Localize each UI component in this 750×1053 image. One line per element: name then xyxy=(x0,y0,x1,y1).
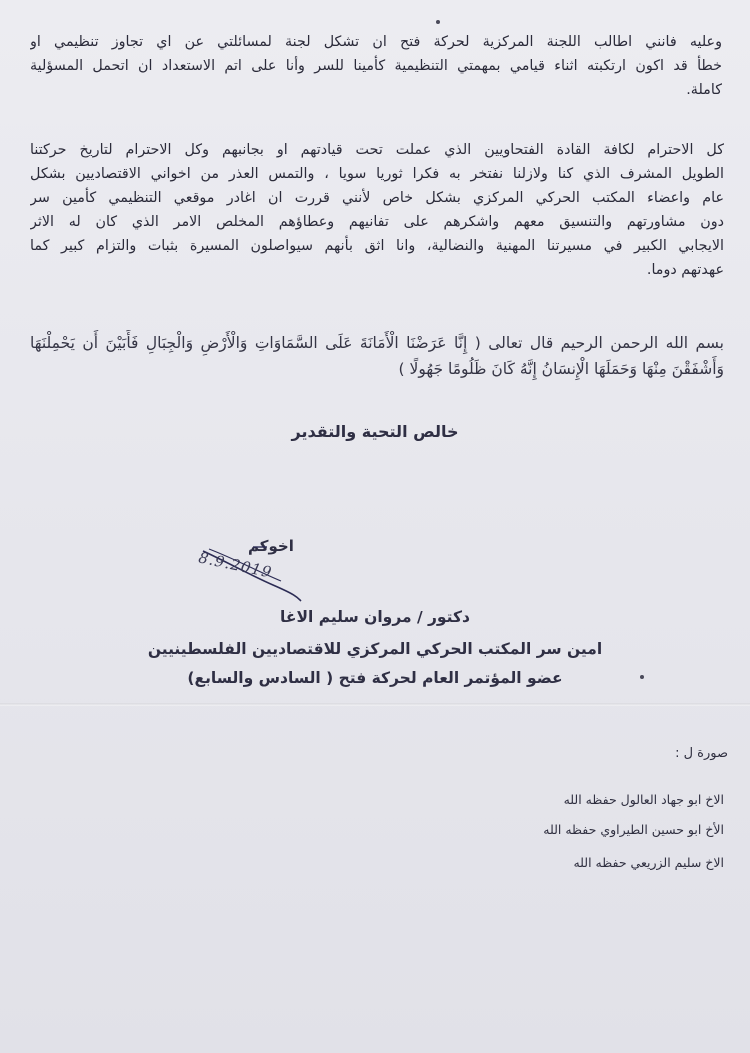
copy-recipient: الاخ ابو جهاد العالول حفظه الله xyxy=(563,792,724,807)
paragraph-line: عهدتهم دوما. xyxy=(646,262,724,278)
paragraph-line: عام واعضاء المكتب الحركي المركزي بشكل خاص لأنني قررت ان اغادر موقعي التنظيمي كأمين سر xyxy=(30,190,724,206)
signatory-name: دكتور / مروان سليم الاغا xyxy=(280,608,470,626)
paragraph-line: الطويل المشرف الذي كنا ولازلنا نفتخر به فكرا ثوريا سويا ، والتمس العذر من اخواني الاقتصاديين بشكل xyxy=(30,166,724,182)
paragraph-line: خطأ قد اكون ارتكبته اثناء قيامي بمهمتي التنظيمية كأمينا للسر وأنا على اتم الاستعداد ان اتحمل المسؤلية xyxy=(30,58,722,74)
signature-label: اخوكم xyxy=(248,537,294,555)
signatory-membership: عضو المؤتمر العام لحركة فتح ( السادس والسابع) xyxy=(187,669,563,687)
paragraph-line: الايجابي الكبير في مسيرتنا المهنية والنضالية، وانا اثق بأنهم سيواصلون المسيرة بثبات والتزام كبير كما xyxy=(30,238,724,254)
paper-speck xyxy=(436,20,440,24)
paragraph-quran-verse xyxy=(30,330,724,382)
copy-recipient: الاخ سليم الزريعي حفظه الله xyxy=(573,855,724,870)
paragraph-line: كل الاحترام لكافة القادة الفتحاويين الذي عملت تحت قيادتهم او بجانبهم وكل الاحترام لتاريخ حركتنا xyxy=(30,142,724,158)
paragraph-line: دون مشاورتهم والتنسيق معهم واشكرهم على تفانيهم وعطاؤهم المخلص الامر الذي كان له الاثر xyxy=(30,214,724,230)
verse-line: وَأَشْفَقْنَ مِنْهَا وَحَمَلَهَا الْإِنسَانُ إِنَّهُ كَانَ ظَلُومًا جَهُولًا ) xyxy=(398,360,724,378)
verse-line: بسم الله الرحمن الرحيم قال تعالى ( إِنَّا عَرَضْنَا الْأَمَانَةَ عَلَى السَّمَاوَاتِ وَالْأَرْضِ وَالْجِبَالِ فَأَبَيْنَ أَن يَحْمِلْنَهَا xyxy=(30,334,724,352)
signatory-title: امين سر المكتب الحركي المركزي للاقتصاديين الفلسطينيين xyxy=(147,640,603,658)
paragraph-accountability xyxy=(30,30,722,102)
closing-greeting: خالص التحية والتقدير xyxy=(291,422,459,441)
paragraph-line: وعليه فانني اطالب اللجنة المركزية لحركة فتح ان تشكل لجنة لمسائلتي عن اي تجاوز تنظيمي او xyxy=(30,34,722,50)
paragraph-respect xyxy=(30,138,724,282)
copy-recipient: الأخ ابو حسين الطيراوي حفظه الله xyxy=(543,822,724,837)
paper-speck xyxy=(640,675,644,679)
signature-date: 8.9.2019 xyxy=(196,548,274,582)
paragraph-line: كاملة. xyxy=(686,82,722,98)
paper-fold-line xyxy=(0,703,750,706)
copies-label: صورة ل : xyxy=(675,746,728,761)
